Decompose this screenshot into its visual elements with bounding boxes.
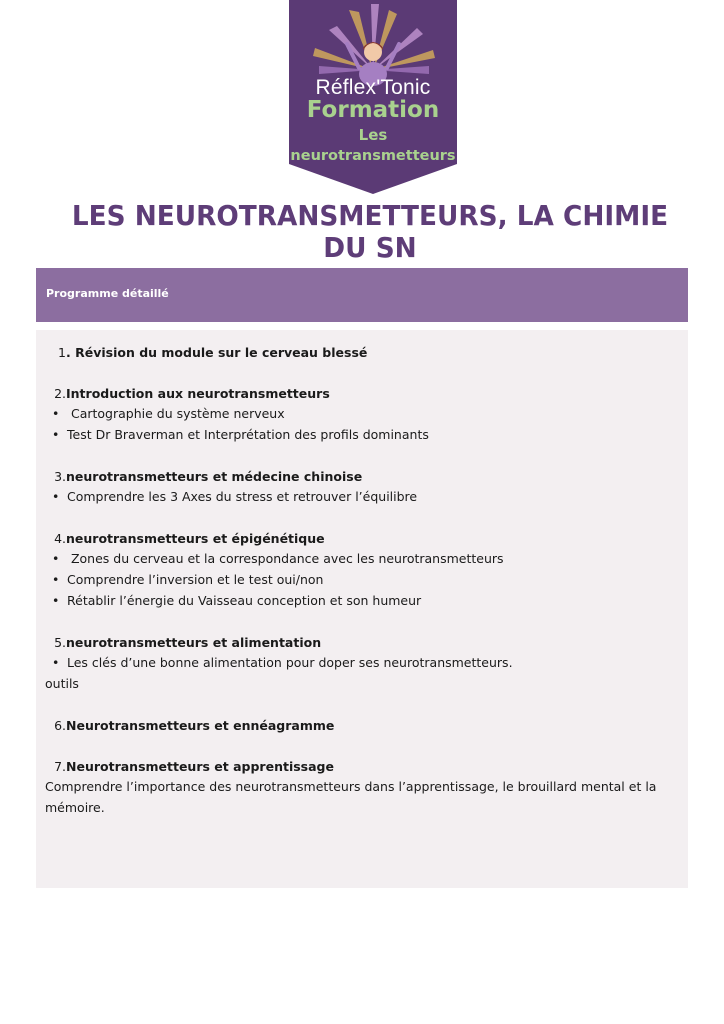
bullet-icon: • bbox=[52, 427, 60, 442]
bullet-icon: • bbox=[52, 572, 60, 587]
section-header-label: Programme détaillé bbox=[46, 287, 169, 300]
program-item bbox=[46, 342, 678, 362]
item-title: neurotransmetteurs et médecine chinoise bbox=[66, 468, 363, 484]
bullet-text: Test Dr Braverman et Interprétation des profils dominants bbox=[67, 427, 429, 442]
bullet-item bbox=[46, 590, 678, 611]
program-item-heading bbox=[46, 632, 678, 652]
bullet-icon: • bbox=[52, 655, 60, 670]
item-title: . Révision du module sur le cerveau blessé bbox=[66, 344, 368, 360]
bullet-item bbox=[46, 569, 678, 590]
program-item-heading bbox=[46, 715, 678, 735]
logo-line-2: neurotransmetteurs bbox=[290, 148, 456, 164]
program-content bbox=[36, 330, 688, 888]
program-item bbox=[46, 383, 678, 445]
item-number: 6. bbox=[54, 717, 66, 733]
program-list bbox=[46, 342, 678, 818]
program-item bbox=[46, 632, 678, 694]
bullet-text: Zones du cerveau et la correspondance avec les neurotransmetteurs bbox=[67, 551, 504, 566]
item-number: 7. bbox=[54, 758, 66, 774]
program-item-heading bbox=[46, 342, 678, 362]
bullet-icon: • bbox=[52, 593, 60, 608]
program-item bbox=[46, 466, 678, 507]
bullet-text: Cartographie du système nerveux bbox=[67, 406, 285, 421]
program-item-heading bbox=[46, 528, 678, 548]
logo-line-1: Les bbox=[358, 126, 388, 144]
bullet-item bbox=[46, 424, 678, 445]
item-note: outils bbox=[45, 676, 79, 691]
program-item-heading bbox=[46, 756, 678, 776]
bullet-item bbox=[46, 403, 678, 424]
item-note: Comprendre l’importance des neurotransmetteurs dans l’apprentissage, le brouillard mental et la mémoire. bbox=[45, 779, 657, 815]
logo-banner bbox=[289, 0, 457, 194]
program-item bbox=[46, 715, 678, 735]
item-number: 4. bbox=[54, 530, 66, 546]
item-number: 3. bbox=[54, 468, 66, 484]
bullet-text: Comprendre l’inversion et le test oui/non bbox=[67, 572, 324, 587]
bullet-text: Comprendre les 3 Axes du stress et retrouver l’équilibre bbox=[67, 489, 418, 504]
item-number: 5. bbox=[54, 634, 66, 650]
program-item-heading bbox=[46, 466, 678, 486]
item-title: Neurotransmetteurs et apprentissage bbox=[66, 758, 334, 774]
bullet-text: Les clés d’une bonne alimentation pour doper ses neurotransmetteurs. bbox=[67, 655, 513, 670]
item-title: neurotransmetteurs et épigénétique bbox=[66, 530, 325, 546]
bullet-item bbox=[46, 548, 678, 569]
bullet-icon: • bbox=[52, 551, 60, 566]
section-header bbox=[36, 268, 688, 322]
program-item bbox=[46, 756, 678, 818]
logo-formation: Formation bbox=[306, 97, 440, 123]
program-item bbox=[46, 528, 678, 611]
item-title: Introduction aux neurotransmetteurs bbox=[66, 385, 330, 401]
bullet-item bbox=[46, 486, 678, 507]
item-title: Neurotransmetteurs et ennéagramme bbox=[66, 717, 335, 733]
item-number: 2. bbox=[54, 385, 66, 401]
item-number: 1 bbox=[58, 344, 66, 360]
logo-brand: Réflex'Tonic bbox=[315, 76, 431, 99]
bullet-item bbox=[46, 652, 678, 673]
bullet-icon: • bbox=[52, 406, 60, 421]
page-title: LES NEUROTRANSMETTEURS, LA CHIMIE DU SN bbox=[71, 199, 669, 264]
program-item-heading bbox=[46, 383, 678, 403]
bullet-icon: • bbox=[52, 489, 60, 504]
bullet-text: Rétablir l’énergie du Vaisseau conception et son humeur bbox=[67, 593, 422, 608]
item-title: neurotransmetteurs et alimentation bbox=[66, 634, 322, 650]
